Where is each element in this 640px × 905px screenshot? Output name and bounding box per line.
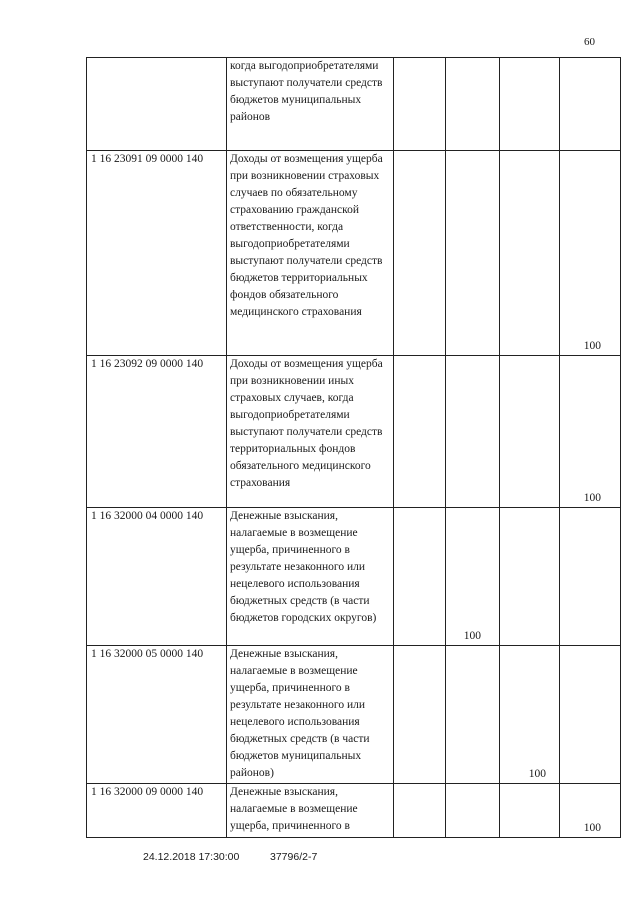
row-value [560, 646, 621, 784]
row-value [394, 151, 446, 356]
row-value: 100 [560, 784, 621, 838]
row-code: 1 16 32000 04 0000 140 [87, 508, 227, 646]
row-value [394, 784, 446, 838]
row-value: 100 [446, 508, 500, 646]
row-value: 100 [500, 646, 560, 784]
row-value [394, 646, 446, 784]
row-description: когда выгодоприобретателями выступают получатели средств бюджетов муниципальных районов [227, 58, 394, 151]
revenue-table-wrapper [86, 57, 621, 838]
table-row [87, 508, 621, 646]
revenue-table [86, 57, 621, 838]
row-value [500, 508, 560, 646]
row-value [560, 508, 621, 646]
row-value: 100 [560, 356, 621, 508]
row-code: 1 16 23092 09 0000 140 [87, 356, 227, 508]
row-code [87, 58, 227, 151]
row-value [500, 58, 560, 151]
row-code: 1 16 32000 09 0000 140 [87, 784, 227, 838]
row-value [446, 784, 500, 838]
table-row [87, 784, 621, 838]
row-description: Денежные взыскания, налагаемые в возмещение ущерба, причиненного в [227, 784, 394, 838]
row-value [446, 646, 500, 784]
row-value [446, 58, 500, 151]
page-number: 60 [584, 36, 595, 48]
row-description: Денежные взыскания, налагаемые в возмещение ущерба, причиненного в результате незаконного или нецелевого использования бюджетных средств (в части бюджетов муниципальных районов) [227, 646, 394, 784]
table-row [87, 356, 621, 508]
row-value [560, 58, 621, 151]
footer-doc-id: 37796/2-7 [270, 851, 318, 863]
row-description: Денежные взыскания, налагаемые в возмещение ущерба, причиненного в результате незаконного или нецелевого использования бюджетных средств (в части бюджетов городских округов) [227, 508, 394, 646]
table-row [87, 646, 621, 784]
row-description: Доходы от возмещения ущерба при возникновении иных страховых случаев, когда выгодоприобретателями выступают получатели средств территориальных фондов обязательного медицинского страхования [227, 356, 394, 508]
row-value [446, 356, 500, 508]
row-value [500, 151, 560, 356]
row-description: Доходы от возмещения ущерба при возникновении страховых случаев по обязательному страхованию гражданской ответственности, когда выгодоприобретателями выступают получатели средств бюджетов территориальных фондов обязательного медицинского страхования [227, 151, 394, 356]
row-value [500, 784, 560, 838]
footer-date: 24.12.2018 17:30:00 [143, 851, 240, 863]
row-value [500, 356, 560, 508]
row-value [446, 151, 500, 356]
row-value: 100 [560, 151, 621, 356]
row-value [394, 58, 446, 151]
row-code: 1 16 23091 09 0000 140 [87, 151, 227, 356]
row-value [394, 356, 446, 508]
table-row [87, 151, 621, 356]
row-value [394, 508, 446, 646]
table-row [87, 58, 621, 151]
row-code: 1 16 32000 05 0000 140 [87, 646, 227, 784]
